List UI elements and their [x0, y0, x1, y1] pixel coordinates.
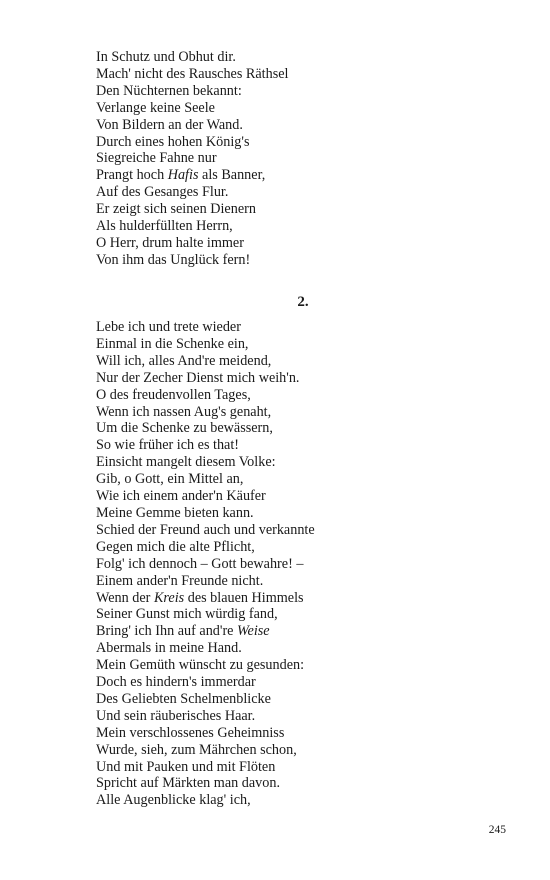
- poem-line: [96, 353, 315, 370]
- poem-line: [96, 657, 315, 674]
- line-text: Spricht auf Märkten man davon.: [96, 775, 280, 792]
- poem-line: [96, 708, 315, 725]
- poem-line: [96, 100, 288, 117]
- italic-text: Kreis: [153, 589, 185, 606]
- stanza-continued: [96, 49, 288, 269]
- line-text: Meine Gemme bieten kann.: [96, 504, 254, 521]
- poem-line: [96, 150, 288, 167]
- line-text: Abermals in meine Hand.: [96, 640, 242, 657]
- line-text: Mein verschlossenes Geheimniss: [96, 724, 285, 741]
- poem-line: [96, 742, 315, 759]
- line-text: Bring' ich Ihn auf and're: [96, 623, 238, 640]
- poem-line: [96, 775, 315, 792]
- line-text: Auf des Gesanges Flur.: [96, 184, 229, 201]
- line-text: Wenn ich nassen Aug's genaht,: [96, 403, 272, 420]
- line-text: Wurde, sieh, zum Mährchen schon,: [96, 741, 297, 758]
- page-number: 245: [488, 824, 506, 836]
- line-text: Von Bildern an der Wand.: [96, 116, 243, 133]
- poem-line: [96, 83, 288, 100]
- line-text: Siegreiche Fahne nur: [96, 150, 217, 167]
- poem-line: [96, 420, 315, 437]
- line-text: Nur der Zecher Dienst mich weih'n.: [96, 369, 300, 386]
- line-text: In Schutz und Obhut dir.: [96, 49, 236, 65]
- poem-line: [96, 471, 315, 488]
- line-text: Gegen mich die alte Pflicht,: [96, 538, 255, 555]
- line-text: Durch eines hohen König's: [96, 133, 250, 150]
- line-text: Will ich, alles And're meidend,: [96, 352, 272, 369]
- line-text: Lebe ich und trete wieder: [96, 319, 241, 335]
- line-text: Und mit Pauken und mit Flöten: [96, 758, 276, 775]
- poem-line: [96, 252, 288, 269]
- line-text: Gib, o Gott, ein Mittel an,: [96, 471, 244, 488]
- poem-line: [96, 404, 315, 421]
- line-text: Prangt hoch: [96, 167, 168, 184]
- poem-line: [96, 522, 315, 539]
- poem-line: [96, 117, 288, 134]
- line-text: O des freudenvollen Tages,: [96, 386, 251, 403]
- line-text: O Herr, drum halte immer: [96, 234, 244, 251]
- poem-line: [96, 759, 315, 776]
- poem-line: [96, 640, 315, 657]
- poem-line: [96, 488, 315, 505]
- line-text: Wenn der: [96, 589, 154, 606]
- line-text: Einmal in die Schenke ein,: [96, 335, 249, 352]
- line-text: Mein Gemüth wünscht zu gesunden:: [96, 657, 305, 674]
- poem-line: [96, 66, 288, 83]
- line-text: Er zeigt sich seinen Dienern: [96, 201, 256, 218]
- line-text: Doch es hindern's immerdar: [96, 674, 256, 691]
- poem-line: [96, 691, 315, 708]
- line-text: Und sein räuberisches Haar.: [96, 707, 256, 724]
- line-text: des blauen Himmels: [184, 589, 304, 606]
- line-text: Mach' nicht des Rausches Räthsel: [96, 65, 289, 82]
- poem-line: [96, 184, 288, 201]
- poem-line: [96, 437, 315, 454]
- poem-line: [96, 218, 288, 235]
- line-text: Seiner Gunst mich würdig fand,: [96, 606, 278, 623]
- poem-line: [96, 725, 315, 742]
- stanza-section-2: [96, 319, 315, 809]
- poem-line: [96, 235, 288, 252]
- line-text: Einsicht mangelt diesem Volke:: [96, 454, 276, 471]
- line-text: Den Nüchternen bekannt:: [96, 82, 242, 99]
- line-text: Einem ander'n Freunde nicht.: [96, 572, 264, 589]
- line-text: Folg' ich dennoch – Gott bewahre! –: [96, 555, 304, 572]
- poem-line: [96, 454, 315, 471]
- poem-line: [96, 573, 315, 590]
- poem-line: [96, 201, 288, 218]
- poem-line: [96, 505, 315, 522]
- line-text: Als hulderfüllten Herrn,: [96, 218, 233, 235]
- line-text: als Banner,: [198, 167, 266, 184]
- poem-line: [96, 370, 315, 387]
- line-text: Um die Schenke zu bewässern,: [96, 420, 273, 437]
- poem-line: [96, 134, 288, 151]
- line-text: Von ihm das Unglück fern!: [96, 251, 251, 268]
- poem-line: [96, 556, 315, 573]
- poem-line: [96, 674, 315, 691]
- section-number: 2.: [297, 294, 309, 310]
- italic-text: Weise: [237, 623, 270, 640]
- poem-line: [96, 387, 315, 404]
- poem-line: [96, 49, 288, 66]
- poem-line: [96, 319, 315, 336]
- line-text: So wie früher ich es that!: [96, 437, 240, 454]
- poem-line: [96, 167, 288, 184]
- line-text: Verlange keine Seele: [96, 99, 215, 116]
- line-text: Alle Augenblicke klag' ich,: [96, 792, 251, 809]
- poem-line: [96, 623, 315, 640]
- poem-line: [96, 606, 315, 623]
- poem-line: [96, 590, 315, 607]
- line-text: Des Geliebten Schelmenblicke: [96, 690, 271, 707]
- line-text: Wie ich einem ander'n Käufer: [96, 488, 266, 505]
- poem-line: [96, 336, 315, 353]
- poem-line: [96, 539, 315, 556]
- italic-text: Hafis: [167, 167, 199, 184]
- line-text: Schied der Freund auch und verkannte: [96, 521, 315, 538]
- poem-line: [96, 792, 315, 809]
